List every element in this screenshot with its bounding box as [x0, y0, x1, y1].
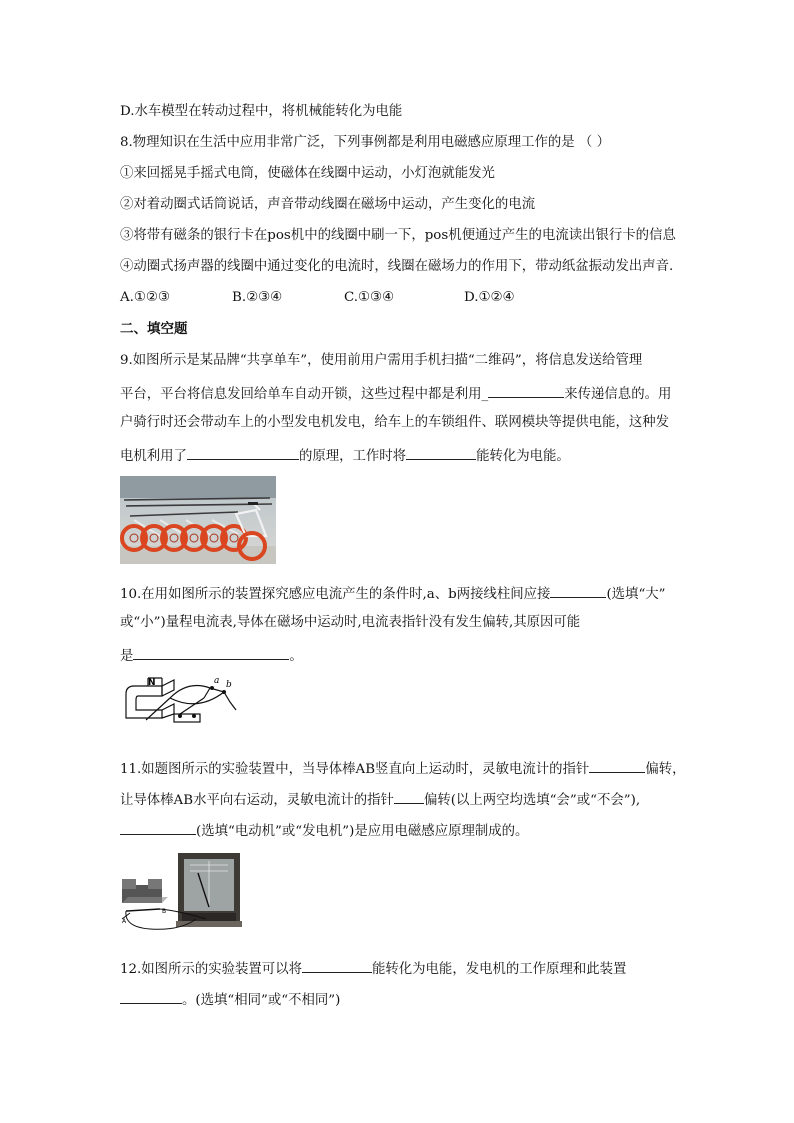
q9-blank-2[interactable] — [187, 445, 299, 460]
q8-options — [120, 289, 515, 307]
q11-line-2-text-b: 偏转(以上两空均选填“会”或“不会”), — [423, 793, 641, 808]
q8-item-2: ②对着动圈式话筒说话，声音带动线圈在磁场中运动，产生变化的电流 — [120, 197, 536, 212]
induction-apparatus-figure — [118, 670, 242, 724]
q9-line-2-text-b: 来传递信息的。用 — [564, 387, 672, 402]
q11-line-2 — [120, 789, 640, 810]
q10-line-1-text-a: 10.在用如图所示的装置探究感应电流产生的条件时,a、b两接线柱间应接 — [120, 587, 551, 602]
section-fill-in-title: 二、填空题 — [120, 321, 188, 337]
q11-blank-2[interactable] — [394, 789, 424, 804]
q10-line-3-text-a: 是 — [120, 649, 134, 664]
q8-option-d[interactable]: D.①②④ — [464, 290, 515, 305]
q8-item-3: ③将带有磁条的银行卡在pos机中的线圈中刷一下，pos机便通过产生的电流读出银行卡的信息 — [120, 228, 676, 243]
q10-line-1-text-b: (选填“大” — [606, 587, 666, 602]
q9-line-4-text-b: 的原理，工作时将 — [298, 449, 407, 464]
q10-line-3 — [120, 645, 303, 666]
q10-line-1 — [120, 583, 666, 604]
q12-line-2-text: 。(选填“相同”或“不相同”) — [182, 993, 341, 1008]
q11-line-2-text-a: 让导体棒AB水平向右运动，灵敏电流计的指针 — [120, 793, 394, 808]
q8-item-1: ①来回摇晃手摇式电筒，使磁体在线圈中运动，小灯泡就能发光 — [120, 166, 495, 181]
q9-line-2 — [120, 383, 671, 404]
q9-blank-1[interactable] — [488, 383, 564, 398]
q8-option-c[interactable]: C.①③④ — [344, 290, 395, 305]
q11-line-3-text: (选填“电动机”或“发电机”)是应用电磁感应原理制成的。 — [196, 824, 529, 839]
q11-line-1 — [120, 758, 685, 779]
q12-line-1-text-b: 能转化为电能，发电机的工作原理和此装置 — [371, 962, 627, 977]
q11-line-1-text-a: 11.如题图所示的实验装置中，当导体棒AB竖直向上运动时，灵敏电流计的指针 — [120, 762, 590, 777]
rod-end-a-label: A — [122, 918, 127, 925]
q10-blank-2[interactable] — [133, 645, 289, 660]
q8-item-4: ④动圈式扬声器的线圈中通过变化的电流时，线圈在磁场力的作用下，带动纸盆振动发出声音. — [120, 259, 674, 274]
galvanometer-apparatus-figure — [120, 851, 242, 939]
q12-line-1 — [120, 958, 626, 979]
q9-line-4 — [120, 445, 570, 466]
q10-line-2: 或“小”)量程电流表,导体在磁场中运动时,电流表指针没有发生偏转,其原因可能 — [120, 615, 581, 630]
terminal-b-label: b — [226, 680, 232, 690]
q11-line-1-text-b: 偏转， — [645, 762, 686, 777]
q8-option-a[interactable]: A.①②③ — [120, 290, 170, 305]
q9-line-3: 户骑行时还会带动车上的小型发电机发电，给车上的车锁组件、联网模块等提供电能，这种发 — [120, 415, 670, 430]
q10-blank-1[interactable] — [550, 583, 606, 598]
q12-line-1-text-a: 12.如图所示的实验装置可以将 — [120, 962, 302, 977]
q9-line-4-text-a: 电机利用了 — [120, 449, 187, 464]
q9-line-4-text-c: 能转化为电能。 — [476, 449, 570, 464]
q8-option-b[interactable]: B.②③④ — [232, 290, 283, 305]
q11-line-3 — [120, 820, 528, 841]
q9-blank-3[interactable] — [406, 445, 476, 460]
q9-line-1: 9.如图所示是某品牌“共享单车”，使用前用户需用手机扫描“二维码”，将信息发送给管理 — [120, 353, 643, 368]
q7-option-d: D.水车模型在转动过程中，将机械能转化为电能 — [120, 104, 403, 119]
rod-end-b-label: B — [162, 908, 167, 915]
q9-line-2-text-a: 平台，平台将信息发回给单车自动开锁，这些过程中都是利用_ — [120, 387, 489, 402]
terminal-a-label: a — [214, 676, 220, 686]
q12-blank-1[interactable] — [302, 958, 372, 973]
q12-line-2 — [120, 989, 340, 1010]
q8-stem: 8.物理知识在生活中应用非常广泛，下列事例都是利用电磁感应原理工作的是 （ ） — [120, 135, 610, 150]
shared-bikes-photo — [120, 476, 276, 564]
q11-blank-1[interactable] — [589, 758, 645, 773]
q11-blank-3[interactable] — [120, 820, 196, 835]
magnet-north-label: N — [148, 678, 156, 688]
q10-line-3-text-b: 。 — [289, 649, 303, 664]
q12-blank-2[interactable] — [120, 989, 182, 1004]
